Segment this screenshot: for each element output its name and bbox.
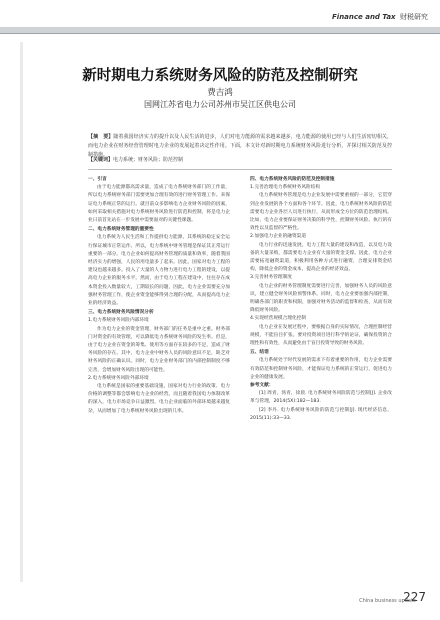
left-column [88, 175, 230, 416]
paragraph: 电力系统处于时代发展的需求下有着重要的作用，电力企业需要有效防范和控制财务风险，才能保证电力系统的正常运行，促进电力企业的健康发展。 [250, 358, 392, 380]
paragraph: 电力系统是国家的重要基础设施，国家对电力行业的政策、电力价格的调整等都会影响电力企业的经营。而且随着我国电力体制改革的深入，电力市场竞争日益激烈，电力企业面临的外部环境越来越复杂，从而增加了电力系统财务风险出现的几率。 [88, 384, 230, 414]
paragraph: [2] 李丹. 电力系统财务风险的防范与控制[J]. 现代经济信息，2015(11):33—33. [250, 407, 392, 421]
header-rule [0, 33, 440, 34]
paragraph: 电力系统财务管理是电力企业发展中需要重视的一部分，它贯穿到企业发展的各个方面和各个环节。因此，电力系统财务风险的防范需要电力企业各层人员进行执行，从而形成全方位的防范治理结构。比如，电力企业要保证财务决策的科学性，控制财务风险。执行的有效性以及监督的严格性。 [250, 193, 392, 232]
paragraph: 电力企业在发展过程中，要根据自身的实际情况，合理控制经营规模，不能盲目扩张。要对投资项目进行科学的论证，确保投资的合理性和有效性，从而避免由于盲目投资导致的财务风险。 [250, 324, 392, 347]
section-heading: 二、电力系统财务管理的重要性 [88, 227, 154, 233]
paragraph: 电力系统为人民生活和工作提供电力能源，其系统的稳定安全运行保证城市正常运作。所以，电力系统中财务管理是保证其正常运行重要的一部分。电力企业如何提高财务管理的质量和效率，随着我国经济实力的增强，人民的用电量多了起来。因此，国家对电力工程的建设也越来越多。投入了大量的人力物力进行电力工程的建设，以提高电力企业的服务水平。然而，由于电力工程在建设中，往往存在成本资金投入数量较大，工期较长的问题，因此，电力企业需要充分加强财务管理工作，使企业资金能够得到合理的分配，从而提高电力企业的经济效益。 [88, 235, 230, 307]
keywords-label: 【关键词】 [88, 157, 114, 163]
paragraph: 电力行业的迅速发展，电力工程大量的建设和改造，以及电力设备的大量采购，都需要电力企业有大量的资金支撑。因此，电力企业需要拓宽融资渠道，积极利用各种方式进行融资，合理安排资金结构，降低企业的资金成本，提高企业的经济效益。 [250, 242, 392, 273]
keywords [88, 156, 183, 163]
page-side-bar [20, 42, 23, 582]
section-heading: 1.电力系统财务风险内部环境 [88, 318, 149, 324]
paragraph: 由于电力能源都高需求量，造成了电力系统财务部门的工作量，所以电力系统财务部门需要更加合理有效的进行财务管理工作。来保证电力系统正常的运行。就目前众多影响电力企业财务风险的因素，如何采取相关措施对电力系统财务风险进行防范和控制，将是电力企业日前首先站在一步发展中需要面对的关键性课题。 [88, 185, 230, 224]
abstract-text: 随着我国经济实力的提升以及人民生活的进步，人们对电力能源的需求越来越多，电力能源的使用已经与人们生活密切相关，而电力企业在财务经营管理时电力企业的发展起着决定性作用。下面，本文针对新时期电力系统财务风险进行分析，并探讨相关防范及控制措施。 [88, 134, 392, 158]
section-heading: 4.实现经营规模合理化控制 [250, 316, 307, 322]
paragraph: 电力企业的财务管理制度需要进行完善，加强财务人员的风险意识，建立健全财务风险预警体系。同时，电力企业要加强内部控制，明确各部门的职责和权限，加强对财务活动的监督和检查，从而有效降低财务风险。 [250, 283, 392, 314]
section-heading: 1.完善治理电力系统财务风险结构 [250, 185, 321, 191]
journal-name-en: Finance and Tax [332, 13, 396, 21]
section-heading: 四、电力系统财务风险的防范及控制措施 [250, 177, 335, 182]
journal-footer: China business update [359, 598, 416, 604]
article-title: 新时期电力系统财务风险的防范及控制研究 [82, 68, 358, 84]
section-heading: 三、电力系统财务风险情况分析 [88, 310, 154, 316]
abstract-label: 【摘 要】 [88, 134, 114, 140]
section-heading: 3.完善财务管理制度 [250, 275, 292, 281]
section-heading: 五、结语 [250, 350, 269, 356]
journal-name-cn: 财税研究 [400, 13, 428, 21]
page-number: 227 [403, 590, 426, 604]
section-heading: 2.加强电力企业的融资渠道 [250, 234, 307, 240]
separator [88, 169, 392, 170]
affiliation: 国网江苏省电力公司苏州市吴江区供电公司 [144, 100, 296, 109]
paragraph: [1] 周青，汤青，徐晨. 电力系统财务风险防范与控制[J]. 企业改革与管理，2014(5X):182—183. [250, 391, 392, 405]
section-heading: 2.电力系统财务风险外部环境 [88, 375, 149, 381]
right-column [250, 175, 392, 423]
section-heading: 参考文献： [250, 383, 274, 389]
journal-logo [332, 12, 428, 22]
author: 费吉鸿 [207, 88, 233, 98]
paragraph: 作为电力企业的资金管理，财务部门的任务是重中之重。财务部门对资金的有效管理，可以降低电力系统财务风险的发生率。但是，由于电力企业在资金的筹集、使用等方面存在较多的不足，造成了财务风险的存在。其中，电力企业中财务人员的风险意识不足，缺乏对财务风险的正确认识。同时，电力企业财务部门的内部控制制度不够完善，会增加财务风险出现的可能性。 [88, 326, 230, 373]
section-heading: 一、引言 [88, 177, 107, 182]
keywords-text: 电力系统；财务风险；防范控制 [113, 157, 184, 163]
